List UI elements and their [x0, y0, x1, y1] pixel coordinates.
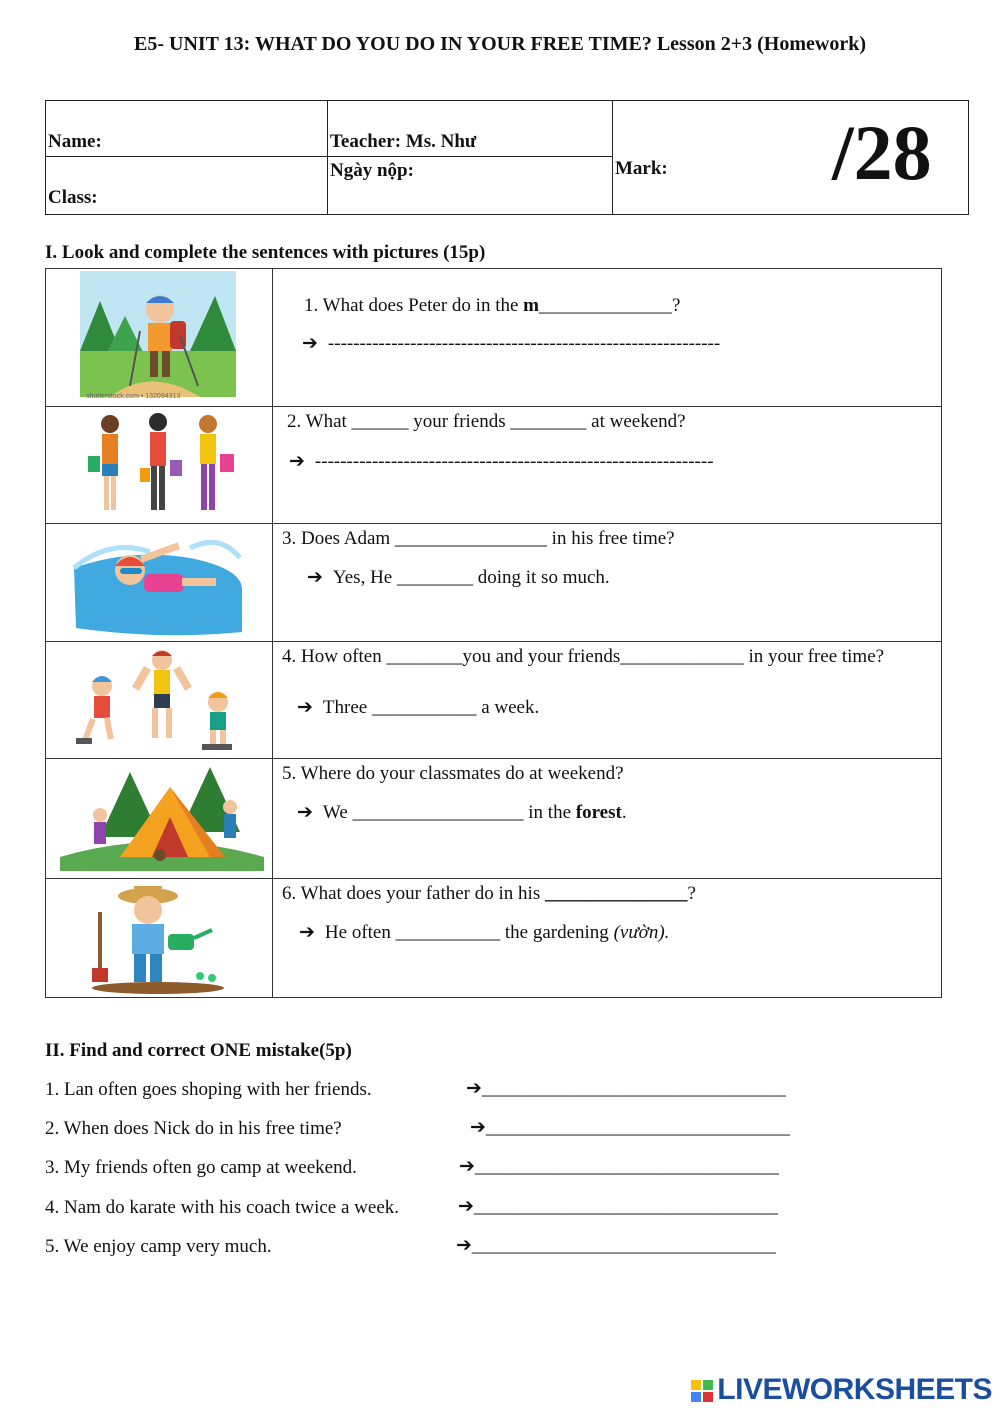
arrow-icon: ➔: [302, 333, 318, 354]
exercise-row-6: [46, 878, 941, 998]
arrow-icon: ➔: [297, 802, 313, 823]
class-label: Class:: [48, 187, 98, 208]
mistake-sentence-5: 5. We enjoy camp very much.: [45, 1236, 272, 1257]
exercise-row-4: [46, 641, 941, 759]
name-label: Name:: [48, 131, 102, 152]
roller-skaters-icon: [46, 642, 273, 759]
answer-6[interactable]: ➔ He often ___________ the gardening (vườn).: [299, 922, 670, 943]
camping-tent-icon: [46, 759, 273, 879]
mark-total: /28: [832, 109, 932, 196]
answer-2[interactable]: ➔ ---------------------------------------------------------------: [289, 451, 714, 472]
arrow-icon: ➔: [297, 697, 313, 718]
mistake-answer-1[interactable]: ➔________________________________: [466, 1078, 786, 1099]
image-credit: shutterstock.com • 132094313: [86, 393, 181, 400]
teacher-label: Teacher: Ms. Như: [330, 131, 477, 152]
name-class-cell: [46, 101, 328, 214]
answer-3[interactable]: ➔ Yes, He ________ doing it so much.: [307, 567, 610, 588]
shopping-girls-icon: [46, 407, 273, 524]
exercise-row-1: [46, 269, 941, 406]
question-6: 6. What does your father do in his _______________?: [282, 883, 696, 904]
question-5: 5. Where do your classmates do at weekend?: [282, 763, 624, 784]
arrow-icon: ➔: [289, 451, 305, 472]
exercise-row-5: [46, 758, 941, 879]
question-1: 1. What does Peter do in the m______________?: [304, 295, 681, 316]
teacher-date-cell: [328, 101, 613, 214]
mark-label: Mark:: [615, 158, 668, 179]
mistake-sentence-3: 3. My friends often go camp at weekend.: [45, 1157, 357, 1178]
swimmer-icon: [46, 524, 273, 642]
mistake-answer-5[interactable]: ➔________________________________: [456, 1235, 776, 1256]
exercise-row-2: [46, 406, 941, 524]
arrow-icon: ➔: [458, 1196, 474, 1217]
arrow-icon: ➔: [456, 1235, 472, 1256]
exercise-table: [45, 268, 942, 998]
answer-1[interactable]: ➔ --------------------------------------------------------------: [302, 333, 721, 354]
arrow-icon: ➔: [307, 567, 323, 588]
question-2: 2. What ______ your friends ________ at weekend?: [287, 411, 686, 432]
answer-5[interactable]: ➔ We __________________ in the forest.: [297, 802, 627, 823]
question-4: 4. How often ________you and your friends_____________ in your free time?: [282, 646, 885, 667]
question-3: 3. Does Adam ________________ in his free time?: [282, 528, 675, 549]
arrow-icon: ➔: [466, 1078, 482, 1099]
answer-4[interactable]: ➔ Three ___________ a week.: [297, 697, 540, 718]
arrow-icon: ➔: [470, 1117, 486, 1138]
arrow-icon: ➔: [299, 922, 315, 943]
logo-squares-icon: [691, 1380, 713, 1402]
mistake-sentence-2: 2. When does Nick do in his free time?: [45, 1118, 342, 1139]
hiker-icon: [46, 269, 273, 406]
logo-text: LIVEWORKSHEETS: [717, 1373, 992, 1406]
gardener-boy-icon: [46, 879, 273, 998]
mistake-answer-4[interactable]: ➔________________________________: [458, 1196, 778, 1217]
student-info-table: [45, 100, 969, 215]
arrow-icon: ➔: [459, 1156, 475, 1177]
liveworksheets-logo[interactable]: [691, 1373, 992, 1407]
section1-heading: I. Look and complete the sentences with pictures (15p): [45, 242, 486, 263]
mistake-answer-3[interactable]: ➔________________________________: [459, 1156, 779, 1177]
mistake-answer-2[interactable]: ➔________________________________: [470, 1117, 790, 1138]
mistake-sentence-1: 1. Lan often goes shoping with her friends.: [45, 1079, 372, 1100]
mistake-sentence-4: 4. Nam do karate with his coach twice a week.: [45, 1197, 400, 1218]
date-label: Ngày nộp:: [330, 160, 414, 181]
worksheet-title: E5- UNIT 13: WHAT DO YOU DO IN YOUR FREE TIME? Lesson 2+3 (Homework): [134, 33, 866, 55]
section2-heading: II. Find and correct ONE mistake(5p): [45, 1040, 352, 1061]
exercise-row-3: [46, 523, 941, 642]
